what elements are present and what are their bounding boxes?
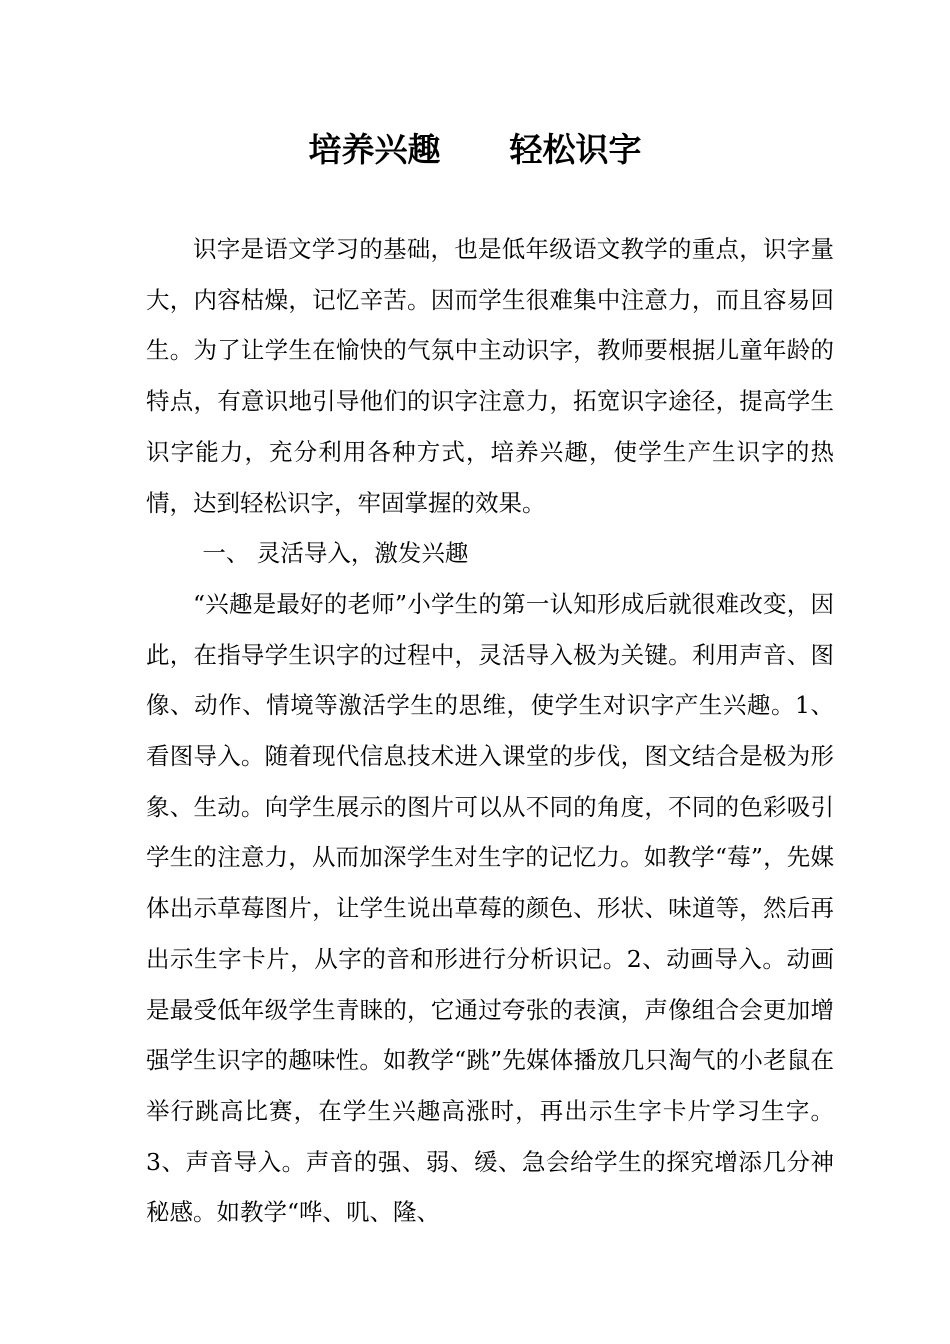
section-heading: 一、 灵活导入，激发兴趣: [202, 539, 469, 568]
body-paragraph: “兴趣是最好的老师”小学生的第一认知形成后就很难改变，因此，在指导学生识字的过程中，灵活导入极为关键。利用声音、图像、动作、情境等激活学生的思维，使学生对识字产生兴趣。1、看图导入。随着现代信息技术进入课堂的步伐，图文结合是极为形象、生动。向学生展示的图片可以从不同的角度，不同的色彩吸引学生的注意力，从而加深学生对生字的记忆力。如教学“莓”，先媒体出示草莓图片，让学生说出草莓的颜色、形状、味道等，然后再出示生字卡片，从字的音和形进行分析识记。2、动画导入。动画是最受低年级学生青睐的，它通过夸张的表演，声像组合会更加增强学生识字的趣味性。如教学“跳”先媒体播放几只淘气的小老鼠在举行跳高比赛，在学生兴趣高涨时，再出示生字卡片学习生字。3、声音导入。声音的强、弱、缓、急会给学生的探究增添几分神秘感。如教学“哗、叽、隆、: [146, 589, 834, 1227]
document-body: [146, 224, 834, 1238]
document-title: 培养兴趣 轻松识字: [308, 130, 642, 169]
intro-paragraph: 识字是语文学习的基础，也是低年级语文教学的重点，识字量大，内容枯燥，记忆辛苦。因而学生很难集中注意力，而且容易回生。为了让学生在愉快的气氛中主动识字，教师要根据儿童年龄的特点，有意识地引导他们的识字注意力，拓宽识字途径，提高学生识字能力，充分利用各种方式，培养兴趣，使学生产生识字的热情，达到轻松识字，牢固掌握的效果。: [146, 235, 834, 517]
